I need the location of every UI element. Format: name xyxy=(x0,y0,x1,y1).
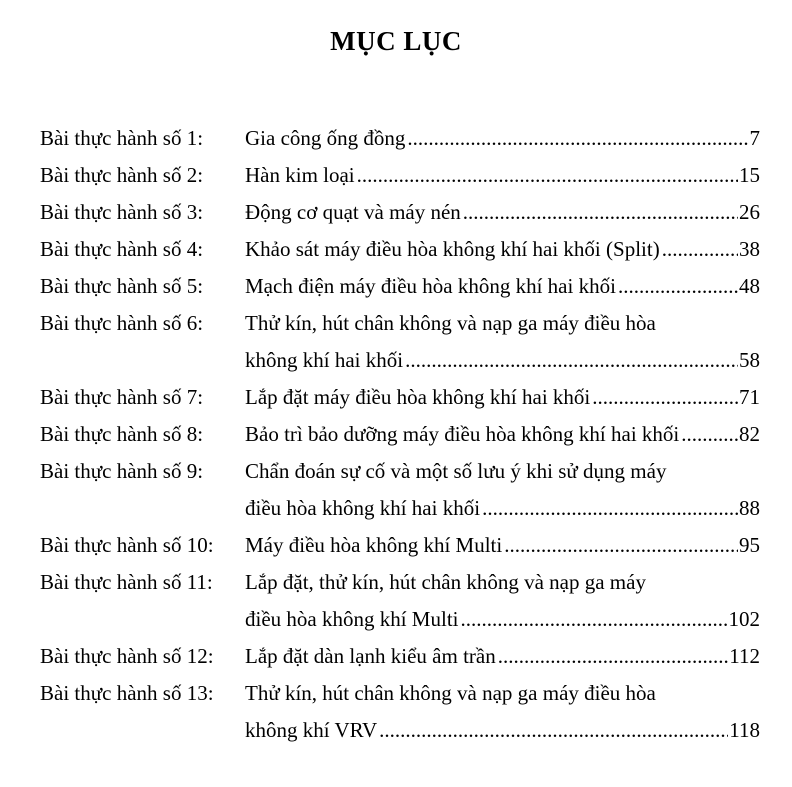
toc-entry-10 xyxy=(40,527,760,564)
toc-entry-11 xyxy=(40,564,760,638)
toc-page-number: 82 xyxy=(739,422,760,446)
page-title: MỤC LỤC xyxy=(330,26,462,56)
toc-entry-label: Bài thực hành số 2: xyxy=(40,163,204,187)
toc-page-number: 118 xyxy=(729,718,760,742)
toc-line xyxy=(40,453,760,490)
toc-entry-title: Lắp đặt máy điều hòa không khí hai khối xyxy=(245,379,592,416)
dot-leader xyxy=(405,342,738,379)
toc-entry-title: Thử kín, hút chân không và nạp ga máy điều hòa xyxy=(245,311,656,335)
toc-line xyxy=(40,675,760,712)
toc-leader xyxy=(245,416,760,453)
toc-entry-label: Bài thực hành số 5: xyxy=(40,274,204,298)
toc-entry-title-continued: điều hòa không khí Multi xyxy=(245,601,461,638)
toc-line xyxy=(40,268,760,305)
dot-leader xyxy=(504,527,738,564)
toc-entry-title-continued: không khí VRV xyxy=(245,712,379,749)
toc-entry-title: Thử kín, hút chân không và nạp ga máy điều hòa xyxy=(245,681,656,705)
toc-entry-title: Gia công ống đồng xyxy=(245,120,407,157)
toc-leader xyxy=(245,527,760,564)
toc-leader xyxy=(245,712,760,749)
toc-page-number: 7 xyxy=(749,126,760,150)
toc-leader xyxy=(245,601,760,638)
toc-page-number: 102 xyxy=(728,607,760,631)
toc-line xyxy=(40,638,760,675)
dot-leader xyxy=(662,231,738,268)
toc-leader xyxy=(245,231,760,268)
toc-leader xyxy=(245,157,760,194)
toc-entry-label: Bài thực hành số 10: xyxy=(40,533,214,557)
toc-entry-title-continued: không khí hai khối xyxy=(245,342,405,379)
toc-line xyxy=(40,527,760,564)
toc-leader xyxy=(245,342,760,379)
toc-entry-label: Bài thực hành số 3: xyxy=(40,200,204,224)
toc-page-number: 48 xyxy=(739,274,760,298)
toc-entry-label: Bài thực hành số 9: xyxy=(40,459,204,483)
toc-entry-1 xyxy=(40,120,760,157)
toc-entry-9 xyxy=(40,453,760,527)
toc-line xyxy=(40,231,760,268)
toc-entry-label: Bài thực hành số 11: xyxy=(40,570,213,594)
toc-page-number: 112 xyxy=(729,644,760,668)
toc-entry-title: Động cơ quạt và máy nén xyxy=(245,194,463,231)
toc-leader xyxy=(245,379,760,416)
toc-leader xyxy=(245,638,760,675)
toc-line xyxy=(40,120,760,157)
toc-entry-label: Bài thực hành số 6: xyxy=(40,311,204,335)
toc-page-number: 71 xyxy=(739,385,760,409)
toc-entry-label: Bài thực hành số 8: xyxy=(40,422,204,446)
toc-entry-5 xyxy=(40,268,760,305)
toc-entry-3 xyxy=(40,194,760,231)
toc-leader xyxy=(245,490,760,527)
toc-entry-12 xyxy=(40,638,760,675)
dot-leader xyxy=(407,120,748,157)
toc-line xyxy=(40,379,760,416)
toc-entry-title: Lắp đặt, thử kín, hút chân không và nạp ga máy xyxy=(245,570,646,594)
toc-page-number: 38 xyxy=(739,237,760,261)
toc-entry-title-continued: điều hòa không khí hai khối xyxy=(245,490,482,527)
toc-entry-title: Máy điều hòa không khí Multi xyxy=(245,527,504,564)
toc-leader xyxy=(245,120,760,157)
toc-page-number: 15 xyxy=(739,163,760,187)
toc-page-number: 95 xyxy=(739,533,760,557)
dot-leader xyxy=(461,601,728,638)
toc-line xyxy=(40,416,760,453)
dot-leader xyxy=(592,379,738,416)
toc-entry-label: Bài thực hành số 1: xyxy=(40,126,204,150)
toc-line xyxy=(40,601,760,638)
toc-entry-8 xyxy=(40,416,760,453)
toc-page-number: 88 xyxy=(739,496,760,520)
toc-entry-7 xyxy=(40,379,760,416)
toc-entry-2 xyxy=(40,157,760,194)
toc-line xyxy=(40,194,760,231)
toc-line xyxy=(40,564,760,601)
toc-entry-label: Bài thực hành số 4: xyxy=(40,237,204,261)
toc-line xyxy=(40,157,760,194)
toc-line xyxy=(40,305,760,342)
toc-line xyxy=(40,490,760,527)
table-of-contents xyxy=(40,120,760,749)
toc-entry-label: Bài thực hành số 12: xyxy=(40,644,214,668)
toc-line xyxy=(40,342,760,379)
toc-entry-title: Lắp đặt dàn lạnh kiểu âm trần xyxy=(245,638,498,675)
dot-leader xyxy=(681,416,738,453)
toc-entry-label: Bài thực hành số 13: xyxy=(40,681,214,705)
dot-leader xyxy=(482,490,738,527)
toc-entry-title: Khảo sát máy điều hòa không khí hai khối (Split) xyxy=(245,231,662,268)
dot-leader xyxy=(618,268,738,305)
toc-entry-title: Hàn kim loại xyxy=(245,157,357,194)
toc-page-number: 26 xyxy=(739,200,760,224)
toc-leader xyxy=(245,194,760,231)
toc-page-number: 58 xyxy=(739,348,760,372)
dot-leader xyxy=(498,638,729,675)
toc-entry-label: Bài thực hành số 7: xyxy=(40,385,204,409)
toc-entry-title: Chẩn đoán sự cố và một số lưu ý khi sử dụng máy xyxy=(245,459,667,483)
toc-entry-6 xyxy=(40,305,760,379)
toc-entry-13 xyxy=(40,675,760,749)
toc-entry-title: Mạch điện máy điều hòa không khí hai khối xyxy=(245,268,618,305)
toc-entry-title: Bảo trì bảo dưỡng máy điều hòa không khí hai khối xyxy=(245,416,681,453)
dot-leader xyxy=(463,194,738,231)
dot-leader xyxy=(357,157,738,194)
toc-line xyxy=(40,712,760,749)
toc-leader xyxy=(245,268,760,305)
dot-leader xyxy=(379,712,728,749)
toc-entry-4 xyxy=(40,231,760,268)
